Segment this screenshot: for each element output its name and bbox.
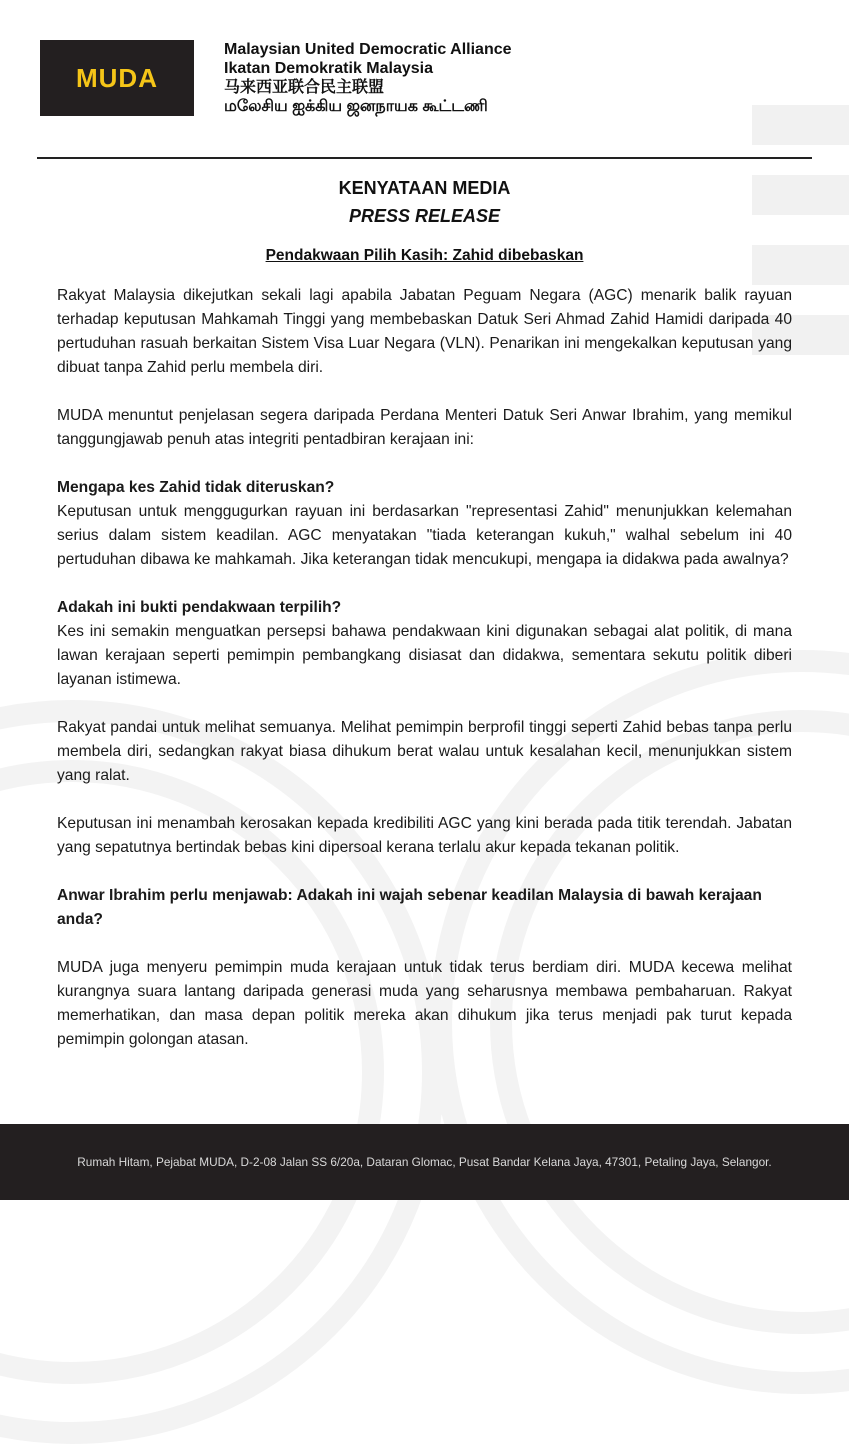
paragraph: MUDA menuntut penjelasan segera daripada Perdana Menteri Datuk Seri Anwar Ibrahim, yang memikul tanggungjawab penuh atas integriti pentadbiran kerajaan ini: (57, 407, 792, 448)
section-heading: Anwar Ibrahim perlu menjawab: Adakah ini wajah sebenar keadilan Malaysia di bawah kerajaan anda? (57, 887, 762, 928)
header-divider (37, 157, 812, 159)
press-release-body (57, 284, 792, 1052)
title-malay: KENYATAAN MEDIA (338, 178, 511, 198)
organization-names (224, 40, 512, 116)
section-heading: Adakah ini bukti pendakwaan terpilih? (57, 599, 342, 616)
org-name-tamil: மலேசிய ஐக்கிய ஜனநாயக கூட்டணி (224, 98, 488, 115)
section-heading: Mengapa kes Zahid tidak diteruskan? (57, 479, 335, 496)
org-name-chinese: 马来西亚联合民主联盟 (224, 79, 385, 96)
footer-bar (0, 1124, 849, 1200)
watermark-bar (752, 105, 849, 145)
paragraph: Keputusan untuk menggugurkan rayuan ini berdasarkan "representasi Zahid" menunjukkan kelemahan serius dalam sistem keadilan. AGC menyatakan "tiada keterangan kukuh," walhal sebelum ini 40 pertuduhan dibawa ke mahkamah. Jika keterangan tidak mencukupi, mengapa ia didakwa pada awalnya? (57, 503, 792, 568)
footer-address: Rumah Hitam, Pejabat MUDA, D-2-08 Jalan SS 6/20a, Dataran Glomac, Pusat Bandar Kelana Jaya, 47301, Petaling Jaya, Selangor. (77, 1155, 772, 1169)
title-english: PRESS RELEASE (348, 206, 501, 226)
paragraph: Rakyat pandai untuk melihat semuanya. Melihat pemimpin berprofil tinggi seperti Zahid bebas tanpa perlu membela diri, sedangkan rakyat biasa dihukum berat walau untuk kesalahan kecil, menunjukkan sistem yang ralat. (57, 719, 792, 784)
paragraph: MUDA juga menyeru pemimpin muda kerajaan untuk tidak terus berdiam diri. MUDA kecewa melihat kurangnya suara lantang daripada generasi muda yang seharusnya membawa pembaharuan. Rakyat memerhatikan, dan masa depan politik mereka akan dihukum jika terus menjadi pak turut kepada pemimpin golongan atasan. (57, 959, 792, 1048)
org-name-malay: Ikatan Demokratik Malaysia (224, 60, 433, 77)
paragraph: Rakyat Malaysia dikejutkan sekali lagi apabila Jabatan Peguam Negara (AGC) menarik balik rayuan terhadap keputusan Mahkamah Tinggi yang membebaskan Datuk Seri Ahmad Zahid Hamidi daripada 40 pertuduhan rasuah berkaitan Sistem Visa Luar Negara (VLN). Penarikan ini mengekalkan keputusan yang dibuat tanpa Zahid perlu membela diri. (57, 287, 792, 376)
paragraph: Kes ini semakin menguatkan persepsi bahawa pendakwaan kini digunakan sebagai alat politik, di mana lawan kerajaan seperti pemimpin pembangkang disiasat dan didakwa, sementara sekutu politik diberi layanan istimewa. (57, 623, 792, 688)
paragraph: Keputusan ini menambah kerosakan kepada kredibiliti AGC yang kini berada pada titik terendah. Jabatan yang sepatutnya bertindak bebas kini dipersoal kerana terlalu akur kepada tekanan politik. (57, 815, 792, 856)
press-release-subject: Pendakwaan Pilih Kasih: Zahid dibebaskan (265, 247, 584, 264)
org-name-english: Malaysian United Democratic Alliance (224, 41, 512, 58)
logo-text: MUDA (76, 62, 158, 93)
muda-logo (40, 40, 194, 116)
